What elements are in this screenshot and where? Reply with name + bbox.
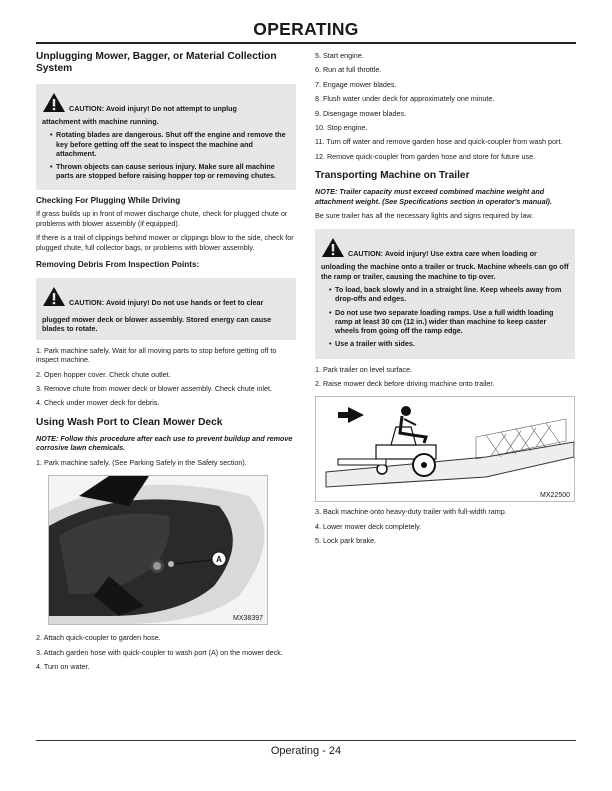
caution-box-hands-feet bbox=[36, 278, 296, 340]
section-title-wash-port: Using Wash Port to Clean Mower Deck bbox=[36, 416, 223, 428]
figure-trailer-loading bbox=[315, 396, 575, 502]
subheading-checking-plugging: Checking For Plugging While Driving bbox=[36, 196, 181, 206]
caution-bullet: • Rotating blades are dangerous. Shut off the engine and remove the key before getting off the seat to inspect the machine and attachment. bbox=[56, 130, 290, 158]
step-item: 3. Attach garden hose with quick-coupler to wash port (A) on the mower deck. bbox=[36, 647, 283, 657]
section-title-transporting: Transporting Machine on Trailer bbox=[315, 170, 470, 182]
caution-bullet: • Use a trailer with sides. bbox=[335, 339, 569, 348]
page-footer: Operating - 24 bbox=[270, 745, 342, 757]
caution-bullet-list bbox=[42, 130, 290, 180]
warning-triangle-icon bbox=[42, 92, 66, 113]
step-item: 1. Park machine safely. Wait for all moving parts to stop before getting off to inspect machine. bbox=[36, 345, 277, 365]
paragraph: If there is a trail of clippings behind mower or clippings blow to the side, check for plugged chute, full collector bags, or problems with blower assembly. bbox=[36, 233, 294, 252]
step-item: 4. Check under mower deck for debris. bbox=[36, 398, 160, 408]
warning-triangle-icon bbox=[321, 237, 345, 258]
caution-text-line2: plugged mower deck or blower assembly. Stored energy can cause blades to rotate. bbox=[42, 315, 272, 334]
mower-deck-illustration bbox=[49, 476, 267, 624]
callout-label: A bbox=[216, 555, 222, 565]
step-item: 3. Back machine onto heavy-duty trailer with full-width ramp. bbox=[315, 507, 507, 517]
left-column bbox=[36, 51, 296, 676]
step-item: 10. Stop engine. bbox=[315, 123, 368, 133]
step-item: 7. Engage mower blades. bbox=[315, 79, 397, 89]
step-item: 2. Attach quick-coupler to garden hose. bbox=[36, 633, 161, 643]
page-title: OPERATING bbox=[253, 19, 359, 39]
step-item: 2. Open hopper cover. Check chute outlet. bbox=[36, 369, 171, 379]
caution-bullet-list bbox=[321, 285, 569, 348]
caution-bullet: • Thrown objects can cause serious injury. Make sure all machine parts are stopped before raising hopper top or removing chutes. bbox=[56, 162, 290, 180]
note-text: NOTE: Trailer capacity must exceed combined machine weight and attachment weight. (See Specifications section in operator's manual). bbox=[315, 187, 552, 206]
step-item: 11. Turn off water and remove garden hose and quick-coupler from wash port. bbox=[315, 137, 563, 147]
footer-rule bbox=[36, 740, 576, 741]
step-item: 3. Remove chute from mower deck or blower assembly. Check chute inlet. bbox=[36, 384, 272, 394]
step-item: 1. Park trailer on level surface. bbox=[315, 364, 413, 374]
section-title-unplugging: Unplugging Mower, Bagger, or Material Collection System bbox=[36, 51, 277, 74]
caution-text-line2: attachment with machine running. bbox=[42, 117, 159, 126]
step-item: 4. Turn on water. bbox=[36, 661, 90, 671]
warning-triangle-icon bbox=[42, 286, 66, 307]
step-item: 5. Lock park brake. bbox=[315, 536, 377, 546]
caution-text-line1: CAUTION: Avoid injury! Do not attempt to unplug bbox=[69, 103, 237, 113]
step-item: 8. Flush water under deck for approximately one minute. bbox=[315, 94, 495, 104]
caution-text-line1: CAUTION: Avoid injury! Do not use hands or feet to clear bbox=[69, 297, 264, 307]
trailer-loading-illustration bbox=[316, 397, 574, 491]
step-item: 9. Disengage mower blades. bbox=[315, 108, 407, 118]
step-item: 6. Run at full throttle. bbox=[315, 65, 382, 75]
figure-id: MX22500 bbox=[540, 492, 570, 500]
subheading-removing-debris: Removing Debris From Inspection Points: bbox=[36, 260, 200, 270]
caution-text-line1: CAUTION: Avoid injury! Use extra care when loading or bbox=[348, 249, 537, 259]
header-rule bbox=[36, 42, 576, 44]
step-item: 5. Start engine. bbox=[315, 51, 364, 60]
figure-wash-port bbox=[48, 475, 268, 625]
caution-box-unplug bbox=[36, 84, 296, 190]
caution-bullet: • Do not use two separate loading ramps. Use a full width loading ramp at least 30 cm (12 in.) wider than machine to keep caster wheels from going off the ramp edge. bbox=[335, 308, 569, 336]
step-item: 2. Raise mower deck before driving machine onto trailer. bbox=[315, 378, 495, 388]
step-item: 1. Park machine safely. (See Parking Safely in the Safety section). bbox=[36, 457, 247, 467]
paragraph: If grass builds up in front of mower discharge chute, check for plugged chute or problems with blower assembly (if equipped). bbox=[36, 209, 288, 228]
note-text: NOTE: Follow this procedure after each use to prevent buildup and remove corrosive lawn chemicals. bbox=[36, 433, 293, 453]
right-column bbox=[315, 51, 575, 551]
caution-box-trailer bbox=[315, 229, 575, 358]
caution-bullet: • To load, back slowly and in a straight line. Keep wheels away from drop-offs and edges. bbox=[335, 285, 569, 303]
step-item: 12. Remove quick-coupler from garden hose and store for future use. bbox=[315, 151, 536, 161]
figure-id: MX38397 bbox=[233, 615, 263, 623]
paragraph: Be sure trailer has all the necessary lights and signs required by law. bbox=[315, 211, 534, 221]
caution-text-line2: unloading the machine onto a trailer or truck. Machine wheels can go off the ramp or trailer, causing the machine to tip over. bbox=[321, 262, 569, 281]
step-item: 4. Lower mower deck completely. bbox=[315, 521, 422, 531]
